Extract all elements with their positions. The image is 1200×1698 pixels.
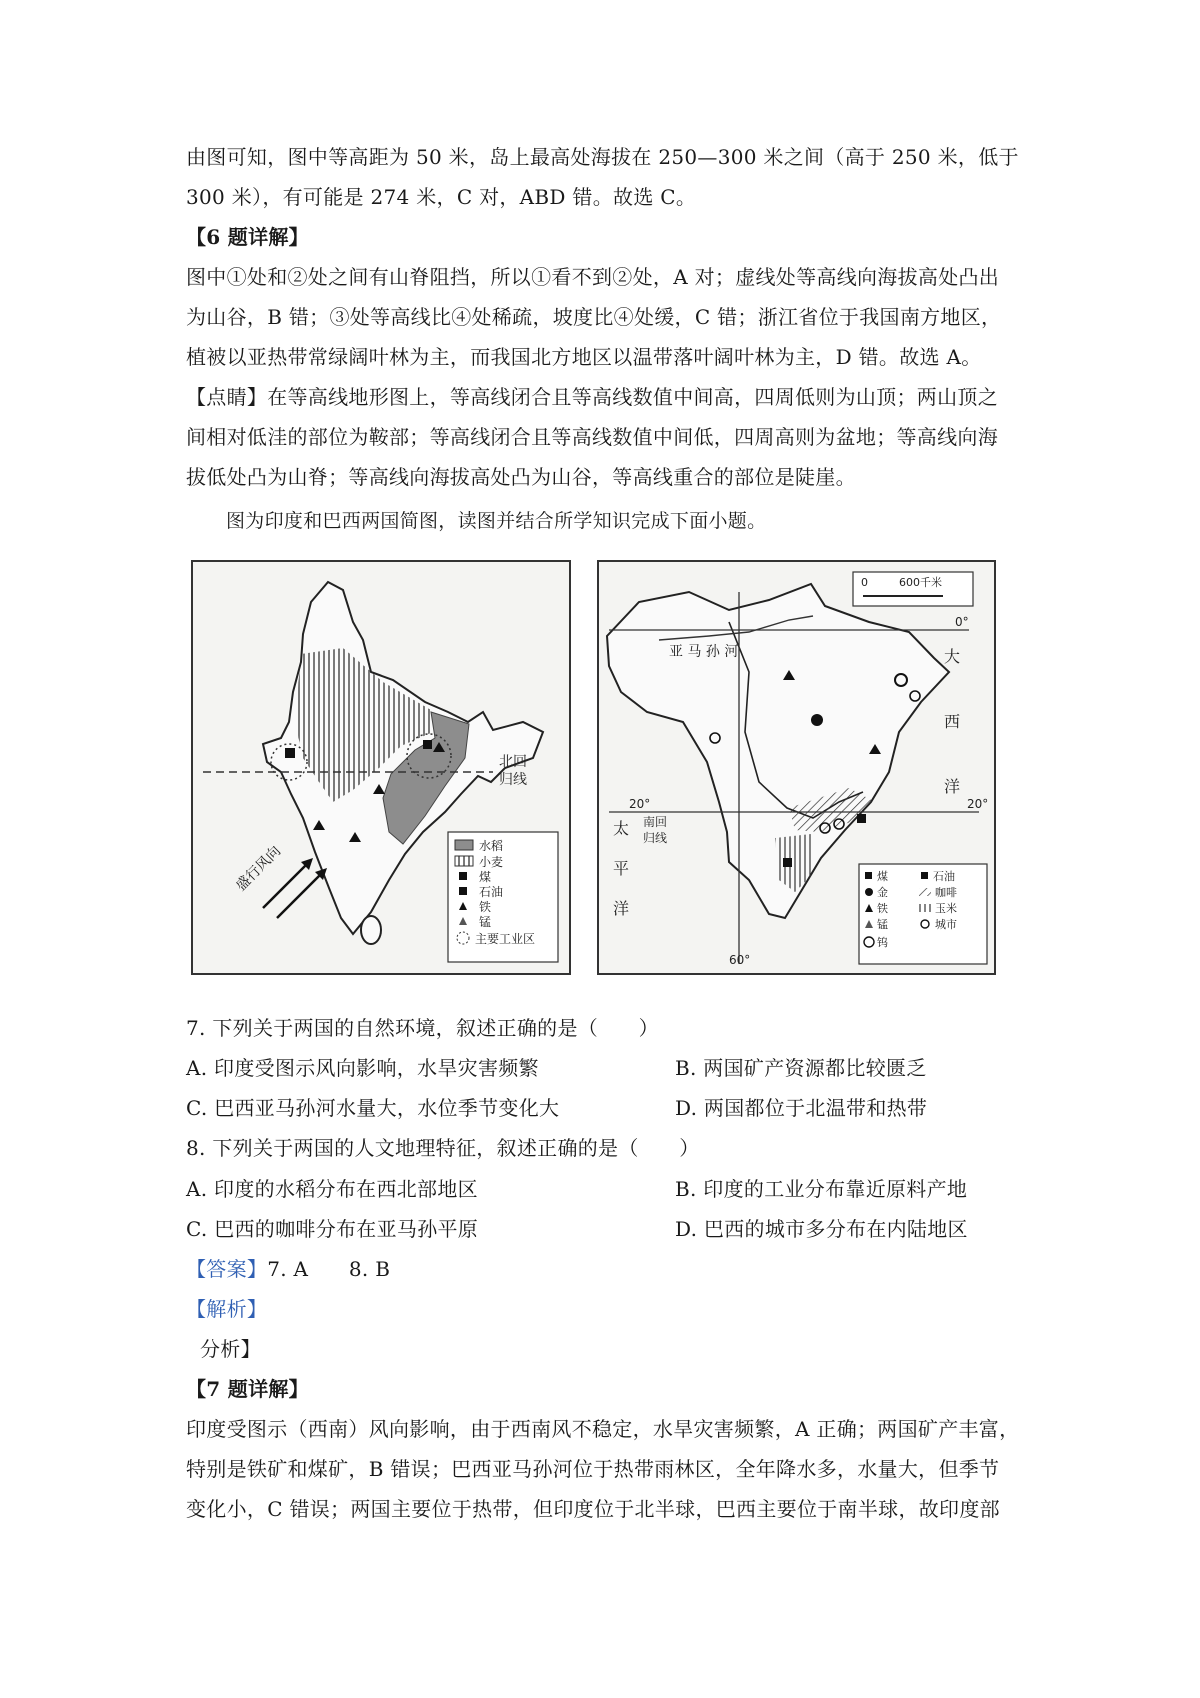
fenxi-label: 分析】 bbox=[200, 1337, 261, 1361]
india-legend-manganese: 锰 bbox=[479, 915, 492, 929]
figure-intro: 图为印度和巴西两国简图，读图并结合所学知识完成下面小题。 bbox=[226, 510, 767, 532]
text-line: 图中①处和②处之间有山脊阻挡，所以①看不到②处，A 对；虚线处等高线向海拔高处凸出 bbox=[186, 265, 1000, 289]
text-line: 变化小，C 错误；两国主要位于热带，但印度位于北半球，巴西主要位于南半球，故印度部 bbox=[186, 1497, 1000, 1521]
atlantic-label-1: 大 bbox=[944, 647, 961, 666]
brazil-legend-oil: 石油 bbox=[933, 870, 955, 883]
scale-zero: 0 bbox=[861, 576, 868, 589]
brazil-legend-city: 城市 bbox=[935, 918, 957, 931]
india-legend-industrial: 主要工业区 bbox=[475, 932, 536, 946]
text-line: 由图可知，图中等高距为 50 米，岛上最高处海拔在 250—300 米之间（高于 250 米，低于 bbox=[186, 145, 1019, 169]
scale-distance: 600千米 bbox=[899, 576, 942, 589]
brazil-map bbox=[597, 560, 996, 975]
lat-20-left: 20° bbox=[629, 797, 651, 811]
q7-options-row-1 bbox=[186, 1050, 1026, 1086]
pacific-label-1: 太 bbox=[613, 819, 630, 838]
lat-20-right: 20° bbox=[967, 797, 989, 811]
tip-line: 【点睛】在等高线地形图上，等高线闭合且等高线数值中间高，四周低则为山顶；两山顶之 bbox=[186, 385, 998, 409]
india-legend-coal: 煤 bbox=[479, 870, 492, 884]
s-tropic-line-2: 归线 bbox=[643, 831, 668, 845]
analysis-label: 【解析】 bbox=[186, 1297, 268, 1321]
q7-option-a: A. 印度受图示风向影响，水旱灾害频繁 bbox=[186, 1056, 539, 1080]
brazil-legend-coffee: 咖啡 bbox=[935, 886, 957, 899]
q7-options-row-2 bbox=[186, 1090, 1026, 1126]
india-tropic-label bbox=[499, 754, 531, 788]
q8-option-b: B. 印度的工业分布靠近原料产地 bbox=[675, 1177, 968, 1201]
q8-options-row-2 bbox=[186, 1211, 1026, 1247]
tropic-line-2: 归线 bbox=[499, 772, 527, 788]
pacific-label-2: 平 bbox=[613, 859, 630, 878]
brazil-legend-coal: 煤 bbox=[877, 870, 888, 883]
india-legend-oil: 石油 bbox=[479, 885, 504, 899]
text-line: 印度受图示（西南）风向影响，由于西南风不稳定，水旱灾害频繁，A 正确；两国矿产丰富， bbox=[186, 1417, 1020, 1441]
brazil-legend-manganese: 锰 bbox=[877, 918, 888, 931]
india-map bbox=[191, 560, 571, 975]
q8-option-d: D. 巴西的城市多分布在内陆地区 bbox=[675, 1217, 968, 1241]
atlantic-label-2: 西 bbox=[944, 712, 961, 731]
brazil-legend-corn: 玉米 bbox=[935, 902, 957, 915]
brazil-legend-iron: 铁 bbox=[877, 902, 888, 915]
answer-line bbox=[186, 1251, 1026, 1287]
india-legend-iron: 铁 bbox=[479, 900, 492, 914]
lat-0-label: 0° bbox=[955, 615, 969, 629]
text-line: 特别是铁矿和煤矿，B 错误；巴西亚马孙河位于热带雨林区，全年降水多，水量大，但季节 bbox=[186, 1457, 1000, 1481]
amazon-river-label: 亚 马 孙 河 bbox=[669, 644, 739, 660]
answer-label: 【答案】 bbox=[186, 1257, 268, 1281]
q8-option-a: A. 印度的水稻分布在西北部地区 bbox=[186, 1177, 478, 1201]
pacific-label-3: 洋 bbox=[613, 899, 630, 918]
brazil-legend-gold: 金 bbox=[877, 886, 888, 899]
sri-lanka bbox=[361, 916, 381, 944]
atlantic-label-3: 洋 bbox=[944, 777, 961, 796]
s-tropic-line-1: 南回 bbox=[643, 815, 668, 829]
tropic-line-1: 北回 bbox=[499, 754, 527, 770]
india-legend-wheat: 小麦 bbox=[479, 855, 504, 869]
section-header-q7: 【7 题详解】 bbox=[186, 1377, 309, 1401]
text-line: 拔低处凸为山脊；等高线向海拔高处凸为山谷，等高线重合的部位是陡崖。 bbox=[186, 465, 856, 489]
answer-text: 7. A 8. B bbox=[267, 1257, 391, 1281]
lon-60-label: 60° bbox=[729, 953, 751, 967]
text-line: 间相对低洼的部位为鞍部；等高线闭合且等高线数值中间低，四周高则为盆地；等高线向海 bbox=[186, 425, 998, 449]
q7-option-d: D. 两国都位于北温带和热带 bbox=[675, 1096, 928, 1120]
section-header-q6: 【6 题详解】 bbox=[186, 225, 309, 249]
question-8: 8. 下列关于两国的人文地理特征，叙述正确的是（ ） bbox=[186, 1136, 700, 1160]
q8-options-row-1 bbox=[186, 1171, 1026, 1207]
q7-option-c: C. 巴西亚马孙河水量大，水位季节变化大 bbox=[186, 1096, 560, 1120]
brazil-legend-tungsten: 钨 bbox=[877, 936, 888, 949]
india-legend-rice: 水稻 bbox=[479, 839, 504, 853]
brazil-tropic-label bbox=[643, 814, 671, 845]
text-line: 植被以亚热带常绿阔叶林为主，而我国北方地区以温带落叶阔叶林为主，D 错。故选 A。 bbox=[186, 345, 982, 369]
q8-option-c: C. 巴西的咖啡分布在亚马孙平原 bbox=[186, 1217, 479, 1241]
q7-option-b: B. 两国矿产资源都比较匮乏 bbox=[675, 1056, 927, 1080]
text-line: 为山谷，B 错；③处等高线比④处稀疏，坡度比④处缓，C 错；浙江省位于我国南方地区， bbox=[186, 305, 1002, 329]
question-7: 7. 下列关于两国的自然环境，叙述正确的是（ ） bbox=[186, 1016, 659, 1040]
text-line: 300 米），有可能是 274 米，C 对，ABD 错。故选 C。 bbox=[186, 185, 697, 209]
wind-label: 盛行风向 bbox=[233, 843, 285, 895]
